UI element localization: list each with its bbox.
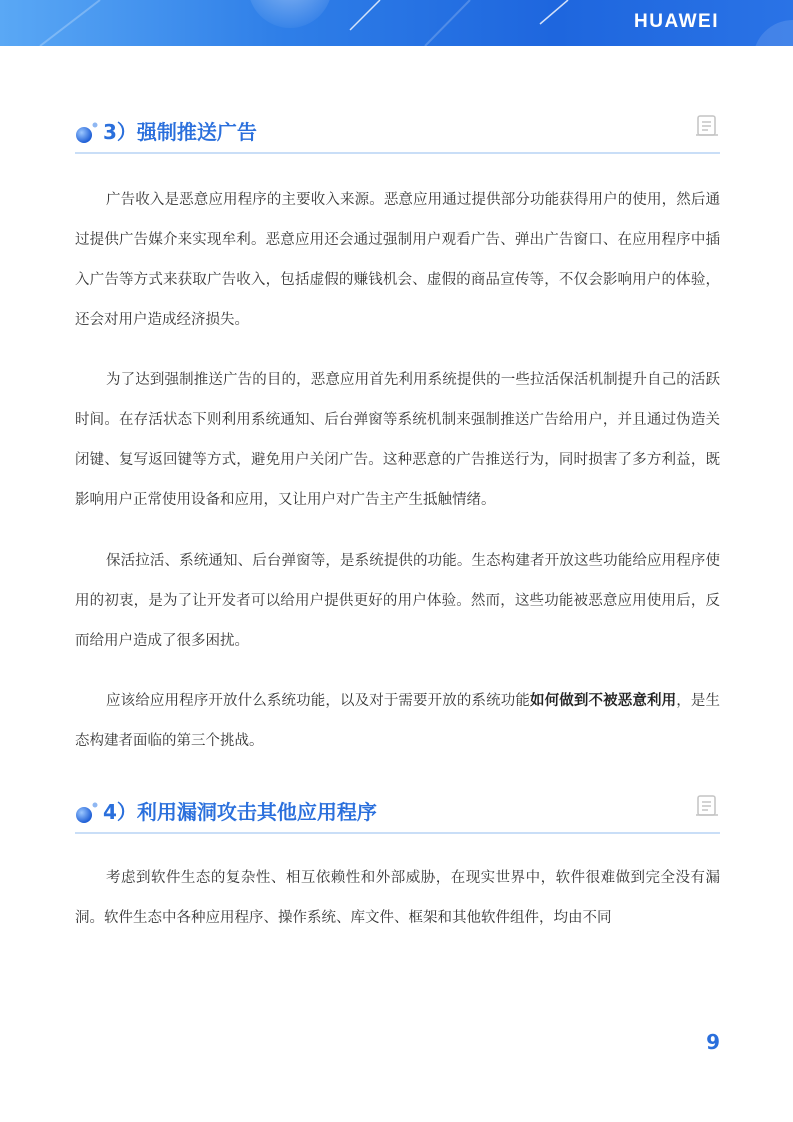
sphere-bullet-icon <box>75 799 101 825</box>
section-rule <box>75 832 720 834</box>
paragraph: 考虑到软件生态的复杂性、相互依赖性和外部威胁，在现实世界中，软件很难做到完全没有漏洞。软件生态中各种应用程序、操作系统、库文件、框架和其他软件组件，均由不同 <box>75 870 720 926</box>
brand-logo: HUAWEI <box>634 11 719 32</box>
section-heading-3 <box>75 115 720 155</box>
paragraph-text: 应该给应用程序开放什么系统功能，以及对于需要开放的系统功能 <box>106 693 531 709</box>
section-rule <box>75 152 720 154</box>
page-number: 9 <box>706 1030 720 1054</box>
top-banner <box>0 0 793 46</box>
emphasis-text: 如何做到不被恶意利用 <box>530 693 677 709</box>
document-icon <box>694 793 720 819</box>
paragraph: 保活拉活、系统通知、后台弹窗等，是系统提供的功能。生态构建者开放这些功能给应用程序使用的初衷，是为了让开发者可以给用户提供更好的用户体验。然而，这些功能被恶意应用使用后，反而给用户造成了很多困扰。 <box>75 553 720 649</box>
document-icon <box>694 113 720 139</box>
section-title: 4）利用漏洞攻击其他应用程序 <box>103 800 377 824</box>
paragraph-text: ，是生态构建者面临的第三个挑战。 <box>75 693 721 749</box>
sphere-bullet-icon <box>75 119 101 145</box>
section-heading-4 <box>75 795 720 835</box>
section-title: 3）强制推送广告 <box>103 120 257 144</box>
paragraph: 为了达到强制推送广告的目的，恶意应用首先利用系统提供的一些拉活保活机制提升自己的活跃时间。在存活状态下则利用系统通知、后台弹窗等系统机制来强制推送广告给用户，并且通过伪造关闭键、复写返回键等方式，避免用户关闭广告。这种恶意的广告推送行为，同时损害了多方利益，既影响用户正常使用设备和应用，又让用户对广告主产生抵触情绪。 <box>75 372 720 508</box>
paragraph <box>75 681 720 761</box>
paragraph: 广告收入是恶意应用程序的主要收入来源。恶意应用通过提供部分功能获得用户的使用，然后通过提供广告媒介来实现牟利。恶意应用还会通过强制用户观看广告、弹出广告窗口、在应用程序中插入广告等方式来获取广告收入，包括虚假的赚钱机会、虚假的商品宣传等，不仅会影响用户的体验，还会对用户造成经济损失。 <box>75 192 720 328</box>
